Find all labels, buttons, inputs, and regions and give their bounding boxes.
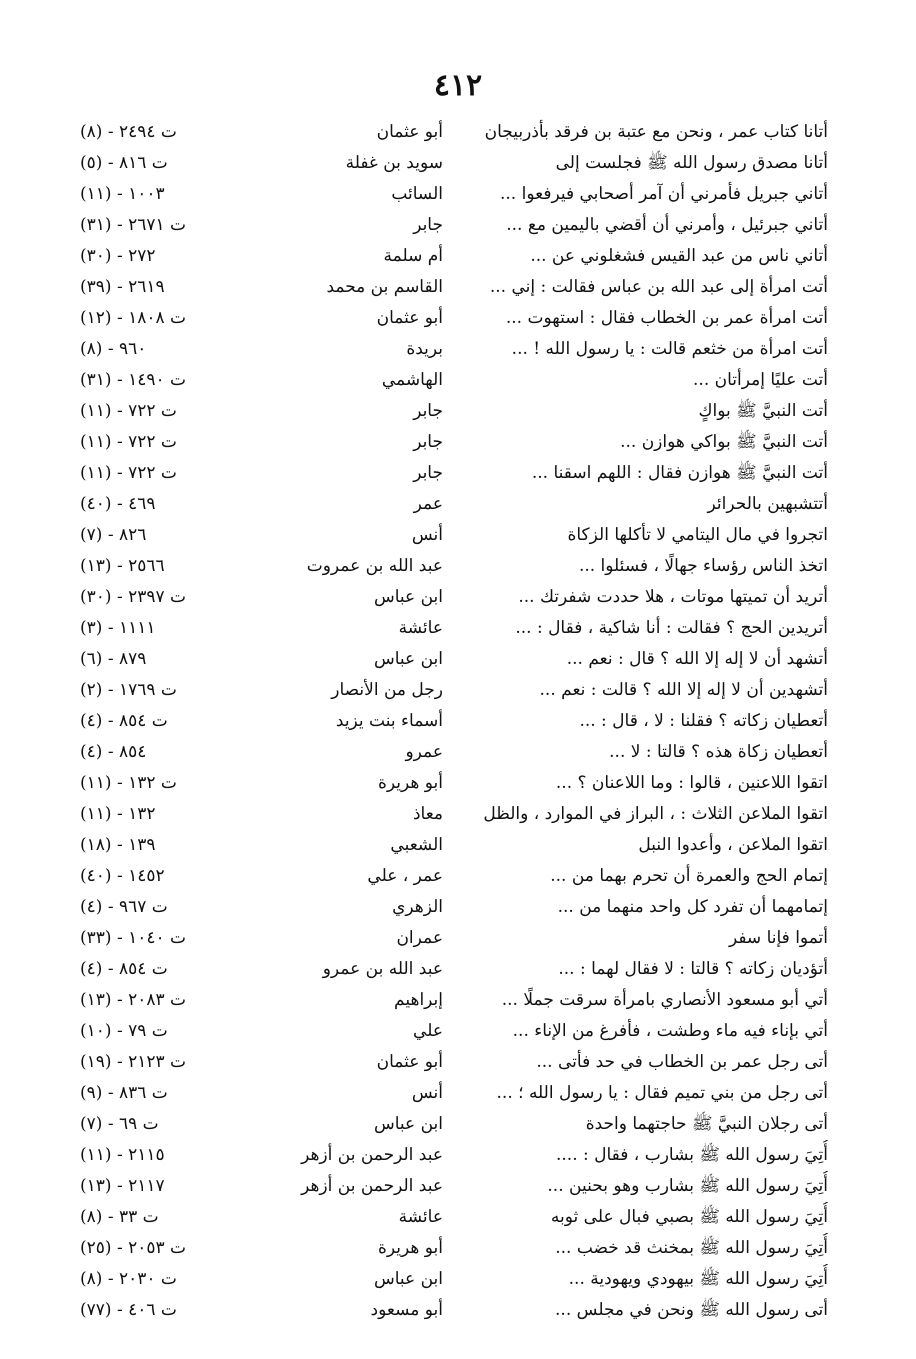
hadith-reference: ٤٦٩ - (٤٠) — [80, 494, 156, 514]
hadith-reference: ت ٧٩ - (١٠) — [80, 1021, 168, 1041]
index-entry — [80, 1109, 828, 1140]
narrator-name: سويد بن غفلة — [345, 153, 443, 173]
index-entry — [80, 365, 828, 396]
index-entry — [80, 861, 828, 892]
hadith-reference: ١٤٥٢ - (٤٠) — [80, 866, 165, 886]
hadith-reference: ٩٦٠ - (٨) — [80, 339, 147, 359]
hadith-text: أتريدين الحج ؟ فقالت : أنا شاكية ، فقال : ... — [515, 618, 828, 638]
hadith-reference: ت ١٠٤٠ - (٣٣) — [80, 928, 187, 948]
narrator-name: ابن عباس — [373, 587, 443, 607]
hadith-text: أتؤديان زكاته ؟ قالتا : لا فقال لهما : ... — [558, 959, 828, 979]
hadith-reference: ٨٧٩ - (٦) — [80, 649, 147, 669]
index-entry — [80, 706, 828, 737]
hadith-text: أتى رجل عمر بن الخطاب في حد فأتى ... — [536, 1052, 828, 1072]
hadith-text: اتقوا اللاعنين ، قالوا : وما اللاعنان ؟ ... — [555, 773, 828, 793]
narrator-name: أسماء بنت يزيد — [335, 711, 443, 731]
narrator-name: جابر — [413, 432, 443, 452]
index-entry — [80, 582, 828, 613]
narrator-name: الزهري — [392, 897, 443, 917]
hadith-reference: ت ٣٣ - (٨) — [80, 1207, 159, 1227]
hadith-reference: ١١١١ - (٣) — [80, 618, 156, 638]
narrator-name: عمر ، علي — [367, 866, 443, 886]
narrator-name: عبد الرحمن بن أزهر — [301, 1145, 443, 1165]
narrator-name: علي — [413, 1021, 443, 1041]
index-entry — [80, 520, 828, 551]
hadith-reference: ت ٨٥٤ - (٤) — [80, 959, 168, 979]
hadith-text: أتي أبو مسعود الأنصاري بامرأة سرقت جملًا ... — [501, 990, 828, 1010]
index-entry — [80, 117, 828, 148]
narrator-name: إبراهيم — [394, 990, 443, 1010]
narrator-name: أنس — [411, 1083, 443, 1103]
narrator-name: القاسم بن محمد — [326, 277, 443, 297]
hadith-text: أُتِيَ رسول الله ﷺ بمخنث قد خضب ... — [555, 1238, 828, 1258]
index-entry — [80, 148, 828, 179]
hadith-text: أتى رجلان النبيَّ ﷺ حاجتهما واحدة — [585, 1114, 828, 1134]
narrator-name: عبد الرحمن بن أزهر — [301, 1176, 443, 1196]
hadith-text: أتى رسول الله ﷺ ونحن في مجلس ... — [555, 1300, 828, 1320]
narrator-name: ابن عباس — [373, 1269, 443, 1289]
narrator-name: أبو هريرة — [377, 773, 443, 793]
hadith-reference: ت ١٤٩٠ - (٣١) — [80, 370, 187, 390]
narrator-name: عبد الله بن عمروت — [306, 556, 443, 576]
hadith-reference: ت ١٣٢ - (١١) — [80, 773, 177, 793]
narrator-name: أبو عثمان — [376, 308, 443, 328]
index-entry — [80, 551, 828, 582]
index-entry — [80, 799, 828, 830]
hadith-reference: ت ٨٣٦ - (٩) — [80, 1083, 168, 1103]
index-entry — [80, 427, 828, 458]
index-entry — [80, 954, 828, 985]
index-entry — [80, 334, 828, 365]
hadith-reference: ت ٢١٢٣ - (١٩) — [80, 1052, 187, 1072]
hadith-text: أتت النبيَّ ﷺ بواكي هوازن ... — [620, 432, 828, 452]
narrator-name: عمر — [413, 494, 443, 514]
narrator-name: جابر — [413, 401, 443, 421]
hadith-reference: ٢٥٦٦ - (١٣) — [80, 556, 165, 576]
index-entry — [80, 1140, 828, 1171]
index-entry — [80, 1016, 828, 1047]
index-entry — [80, 923, 828, 954]
hadith-reference: ت ٢٦٧١ - (٣١) — [80, 215, 187, 235]
narrator-name: أبو مسعود — [370, 1300, 443, 1320]
hadith-reference: ت ٧٢٢ - (١١) — [80, 401, 177, 421]
hadith-reference: ت ٢٠٥٣ - (٢٥) — [80, 1238, 187, 1258]
hadith-text: أتاني جبريل فأمرني أن آمر أصحابي فيرفعوا ... — [500, 184, 828, 204]
index-entry — [80, 675, 828, 706]
hadith-text: إتمامهما أن تفرد كل واحد منهما من ... — [557, 897, 828, 917]
index-entry — [80, 892, 828, 923]
index-entry — [80, 737, 828, 768]
index-entry — [80, 241, 828, 272]
narrator-name: عبد الله بن عمرو — [322, 959, 443, 979]
narrator-name: أبو عثمان — [376, 122, 443, 142]
index-entry — [80, 303, 828, 334]
hadith-text: أتاني جبرئيل ، وأمرني أن أقضي باليمين مع ... — [506, 215, 828, 235]
page-number: ٤١٢ — [433, 68, 483, 103]
narrator-name: جابر — [413, 463, 443, 483]
hadith-text: أتاني ناس من عبد القيس فشغلوني عن ... — [530, 246, 828, 266]
hadith-text: أُتِيَ رسول الله ﷺ بصبي فبال على ثوبه — [550, 1207, 828, 1227]
narrator-name: معاذ — [412, 804, 443, 824]
hadith-text: أُتِيَ رسول الله ﷺ بشارب وهو بحنين ... — [547, 1176, 828, 1196]
hadith-reference: ت ٧٢٢ - (١١) — [80, 463, 177, 483]
hadith-text: أتت عليًا إمرأتان ... — [693, 370, 828, 390]
index-entry — [80, 210, 828, 241]
hadith-text: أتت امرأة إلى عبد الله بن عباس فقالت : إني ... — [489, 277, 828, 297]
hadith-text: اتخذ الناس رؤساء جهالًا ، فسئلوا ... — [578, 556, 828, 576]
narrator-name: ابن عباس — [373, 1114, 443, 1134]
index-entry — [80, 1078, 828, 1109]
hadith-text: أتتشبهين بالحرائر — [707, 494, 828, 514]
index-entry — [80, 489, 828, 520]
hadith-text: أتريد أن تميتها موتات ، هلا حددت شفرتك ... — [518, 587, 828, 607]
hadith-reference: ت ٩٦٧ - (٤) — [80, 897, 168, 917]
hadith-text: اتقوا الملاعن الثلاث : ، البراز في الموارد ، والظل — [483, 804, 828, 824]
index-entry — [80, 1264, 828, 1295]
narrator-name: أبو هريرة — [377, 1238, 443, 1258]
hadith-reference: ٢٦١٩ - (٣٩) — [80, 277, 165, 297]
index-entry — [80, 1171, 828, 1202]
hadith-reference: ١٠٠٣ - (١١) — [80, 184, 165, 204]
hadith-text: أتت امرأة عمر بن الخطاب فقال : استهوت ... — [505, 308, 828, 328]
index-entries — [80, 117, 828, 1326]
narrator-name: السائب — [391, 184, 443, 204]
hadith-text: أتانا كتاب عمر ، ونحن مع عتبة بن فرقد بأذربيجان — [484, 122, 828, 142]
hadith-reference: ت ٦٩ - (٧) — [80, 1114, 159, 1134]
index-entry — [80, 396, 828, 427]
narrator-name: الهاشمي — [381, 370, 443, 390]
index-entry — [80, 768, 828, 799]
index-entry — [80, 272, 828, 303]
index-entry — [80, 613, 828, 644]
hadith-text: اتجروا في مال اليتامي لا تأكلها الزكاة — [567, 525, 828, 545]
hadith-text: أتموا فإنا سفر — [728, 928, 828, 948]
hadith-text: أتت النبيَّ ﷺ هوازن فقال : اللهم اسقنا ... — [531, 463, 828, 483]
hadith-reference: ت ٢٠٨٣ - (١٣) — [80, 990, 187, 1010]
hadith-text: أتى رجل من بني تميم فقال : يا رسول الله ؛ ... — [496, 1083, 828, 1103]
index-entry — [80, 1202, 828, 1233]
hadith-text: أتشهد أن لا إله إلا الله ؟ قال : نعم ... — [566, 649, 828, 669]
narrator-name: عمرو — [405, 742, 443, 762]
hadith-reference: ت ٧٢٢ - (١١) — [80, 432, 177, 452]
hadith-reference: ت ٨١٦ - (٥) — [80, 153, 168, 173]
hadith-reference: ١٣٢ - (١١) — [80, 804, 156, 824]
index-entry — [80, 830, 828, 861]
hadith-text: أتانا مصدق رسول الله ﷺ فجلست إلى — [555, 153, 828, 173]
hadith-reference: ت ١٨٠٨ - (١٢) — [80, 308, 187, 328]
hadith-text: أتعطيان زكاته ؟ فقلنا : لا ، قال : ... — [579, 711, 828, 731]
narrator-name: عمران — [396, 928, 443, 948]
hadith-reference: ٢٧٢ - (٣٠) — [80, 246, 156, 266]
hadith-text: أُتِيَ رسول الله ﷺ بيهودي ويهودية ... — [568, 1269, 828, 1289]
narrator-name: بريدة — [406, 339, 443, 359]
index-entry — [80, 985, 828, 1016]
narrator-name: عائشة — [398, 1207, 443, 1227]
narrator-name: الشعبي — [390, 835, 443, 855]
narrator-name: أبو عثمان — [376, 1052, 443, 1072]
hadith-text: أتي بإناء فيه ماء وطشت ، فأفرغ من الإناء ... — [512, 1021, 828, 1041]
narrator-name: أم سلمة — [383, 246, 443, 266]
narrator-name: أنس — [411, 525, 443, 545]
hadith-reference: ٨٢٦ - (٧) — [80, 525, 147, 545]
hadith-text: أتشهدين أن لا إله إلا الله ؟ قالت : نعم ... — [539, 680, 828, 700]
hadith-text: إتمام الحج والعمرة أن تحرم بهما من ... — [550, 866, 828, 886]
hadith-reference: ت ٤٠٦ - (٧٧) — [80, 1300, 177, 1320]
hadith-text: أتت النبيَّ ﷺ بواكٍ — [698, 401, 828, 421]
hadith-reference: ت ٢٠٣٠ - (٨) — [80, 1269, 177, 1289]
hadith-text: اتقوا الملاعن ، وأعدوا النبل — [638, 835, 828, 855]
narrator-name: جابر — [413, 215, 443, 235]
narrator-name: ابن عباس — [373, 649, 443, 669]
index-entry — [80, 179, 828, 210]
index-entry — [80, 458, 828, 489]
hadith-text: أتعطيان زكاة هذه ؟ قالتا : لا ... — [609, 742, 828, 762]
hadith-reference: ت ١٧٦٩ - (٢) — [80, 680, 177, 700]
narrator-name: رجل من الأنصار — [331, 680, 443, 700]
narrator-name: عائشة — [398, 618, 443, 638]
index-entry — [80, 1047, 828, 1078]
hadith-reference: ٢١١٧ - (١٣) — [80, 1176, 165, 1196]
index-entry — [80, 1295, 828, 1326]
hadith-text: أُتِيَ رسول الله ﷺ بشارب ، فقال : .... — [556, 1145, 828, 1165]
hadith-text: أتت امرأة من خثعم قالت : يا رسول الله ! ... — [511, 339, 828, 359]
hadith-reference: ت ٢٣٩٧ - (٣٠) — [80, 587, 187, 607]
hadith-reference: ٨٥٤ - (٤) — [80, 742, 147, 762]
index-entry — [80, 1233, 828, 1264]
hadith-reference: ت ٢٤٩٤ - (٨) — [80, 122, 177, 142]
hadith-reference: ٢١١٥ - (١١) — [80, 1145, 165, 1165]
index-entry — [80, 644, 828, 675]
hadith-reference: ت ٨٥٤ - (٤) — [80, 711, 168, 731]
hadith-reference: ١٣٩ - (١٨) — [80, 835, 156, 855]
